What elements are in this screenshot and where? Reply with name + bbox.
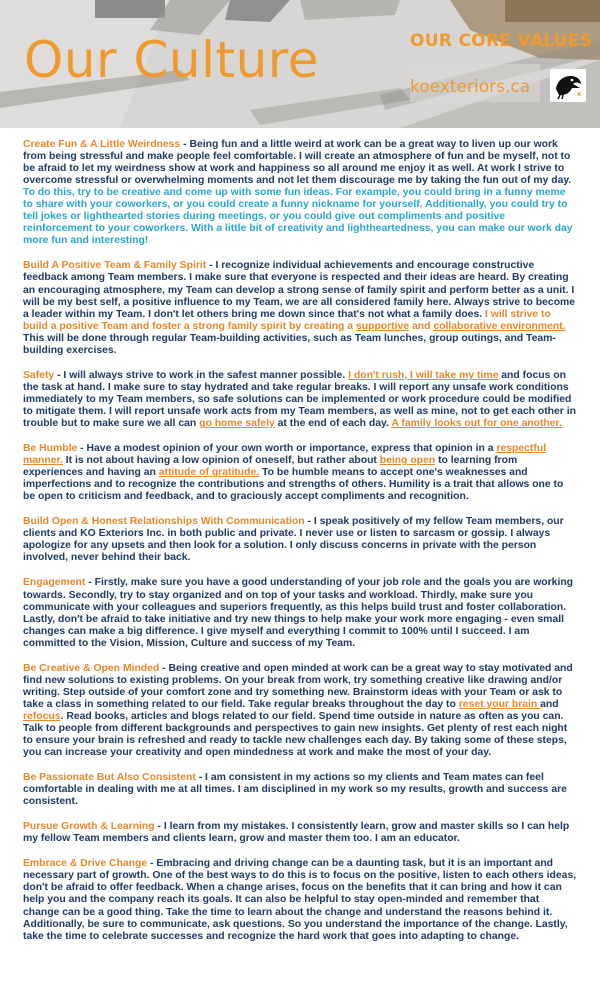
value-paragraph-safety: [23, 370, 577, 430]
value-heading: Safety: [23, 369, 55, 381]
value-highlight: and: [409, 320, 434, 332]
value-paragraph-team-spirit: [23, 260, 577, 356]
respectful-manner-link[interactable]: respectful manner.: [23, 443, 547, 467]
family-looks-out-link[interactable]: A family looks out for one another.: [391, 417, 562, 429]
value-text: - I learn from my mistakes. I consistently learn, grow and master skills so I can help my fellow Team members and clients learn, grow and master them too. I am an educator.: [23, 821, 570, 845]
reset-your-brain-link[interactable]: reset your brain: [458, 698, 541, 710]
page-title: Our Culture: [24, 31, 320, 89]
value-text: - Being fun and a little weird at work can be a great way to liven up our work from being stressful and make people feel comfortable. I will create an atmosphere of fun and be myself, not to be afraid to let my weirdness show at work and happiness so all around me enjoy it as well. At work I strive to overcome stressful or overwhelming moments and not let them discourage me by taking the fun out of my day.: [23, 139, 572, 187]
value-paragraph-humble: [23, 443, 577, 503]
value-text: To be humble means to accept one's weaknesses and imperfections and to recognize the contributions and strengths of others. Humility is a trait that allows one to be open to criticism and feedback, and to graciously accept compliments and recognition.: [23, 467, 564, 503]
value-text: - Embracing and driving change can be a daunting task, but it is an important and necessary part of growth. One of the best ways to do this is to focus on the positive, listen to each others ideas, don't be afraid to offer feedback. When a change arises, focus on the benefits that it can bring and how it can help you and the company reach its goals. It can also be helpful to stay open-minded and remember that change can be a good thing. Take the time to learn about the change and understand the reasons behind it. Additionally, be sure to communicate, ask questions. So you understand the importance of the change. Lastly, take the time to celebrate successes and recognize the hard work that goes into adapting to change.: [23, 858, 577, 942]
value-heading: Create Fun & A Little Weirdness: [23, 139, 181, 150]
value-paragraph-change: [23, 858, 577, 942]
value-paragraph-fun: [23, 139, 577, 247]
header-banner: [0, 0, 600, 128]
core-values-heading: OUR CORE VALUES: [410, 31, 593, 51]
value-heading: Pursue Growth & Learning: [23, 821, 155, 833]
value-heading: Be Humble: [23, 443, 78, 455]
crow-logo-icon: [550, 69, 586, 102]
value-heading: Build A Positive Team & Family Spirit: [23, 260, 207, 272]
logo: [550, 69, 586, 102]
collaborative-environment-link[interactable]: collaborative environment.: [433, 320, 566, 332]
value-heading: Be Creative & Open Minded: [23, 662, 160, 674]
value-heading: Build Open & Honest Relationships With Communication: [23, 516, 305, 528]
go-home-safely-link[interactable]: go home safely: [199, 417, 275, 429]
website-link[interactable]: koexteriors.ca: [410, 77, 531, 97]
value-text: - I speak positively of my fellow Team members, our clients and KO Exteriors Inc. in both public and private. I never use or listen to sarcasm or gossip. I always apologize for any upsets and then look for a solution. I only discuss concerns in private with the person involved, never behind their back.: [23, 516, 564, 564]
value-text: to learning from experiences and having an: [23, 455, 518, 479]
take-my-time-link[interactable]: I don't rush, I will take my time: [348, 369, 499, 381]
value-paragraph-passionate: [23, 772, 577, 808]
value-paragraph-engagement: [23, 577, 577, 649]
value-text: This will be done through regular Team-building activities, such as Team lunches, group outings, and Team-building exercises.: [23, 332, 556, 356]
value-text: - I will always strive to work in the safest manner possible.: [54, 369, 349, 381]
value-highlight: To do this, try to be creative and come up with some fun ideas. For example, you could bring in a funny meme to share with your coworkers, or you could create a funny nickname for yourself. Additionally, you could try to tell jokes or lighthearted stories during meetings, or you could give out compliments and positive reinforcement to your coworkers. With a little bit of creativity and lightheartedness, you can make our work day more fun and interesting!: [23, 187, 573, 247]
value-highlight: I will strive to build a positive Team and foster a strong family spirit by creating a: [23, 308, 551, 332]
supportive-link[interactable]: supportive: [355, 320, 410, 332]
values-content: [0, 128, 600, 943]
value-text: at the end of each day.: [274, 417, 392, 429]
value-paragraph-creative: [23, 663, 577, 759]
value-text: . Read books, articles and blogs related to our field. Spend time outside in nature as often as you can. Talk to people from different backgrounds and perspectives to gain new insights. Get plenty of rest each night to ensure your brain is refreshed and ready to tackle new challenges each day. By taking some of these steps, you can increase your creativity and open mindedness at work and make the most of your day.: [23, 710, 568, 759]
attitude-of-gratitude-link[interactable]: attitude of gratitude.: [158, 467, 260, 479]
value-text: and: [540, 698, 559, 710]
value-text: - Firstly, make sure you have a good understanding of your job role and the goals you are working towards. Secondly, try to stay organized and on top of your tasks and workload. Thirdly, make sure you communicate with your colleagues and superiors frequently, as this helps build trust and foster collaboration. Lastly, don't be afraid to take initiative and try new things to help make your work more engaging - even small changes can make a big difference. I give myself and everything I commit to 100% until I succeed. I am committed to the Vision, Mission, Culture and success of my Team.: [23, 577, 574, 649]
being-open-link[interactable]: being open: [379, 455, 436, 467]
value-heading: Embrace & Drive Change: [23, 858, 148, 870]
value-heading: Engagement: [23, 577, 86, 589]
value-text: and focus on the task at hand. I make sure to stay hydrated and take regular breaks. I will report any unsafe work conditions immediately to my Team members, so safe solutions can be implemented or work procedure could be modified to mitigate them. I will report unsafe work acts from my Team members, as well as mine, not to get each other in trouble but to make sure we all can: [23, 369, 576, 429]
refocus-link[interactable]: refocus: [23, 710, 61, 722]
value-text: - Being creative and open minded at work can be a great way to stay motivated and find new solutions to existing problems. On your break from work, try something creative like drawing and/or writing. Step outside of your comfort zone and try something new. Brainstorm ideas with your Team or ask to take a class in something related to our field. Take regular breaks throughout the day to: [23, 662, 573, 710]
value-paragraph-communication: [23, 516, 577, 564]
value-text: - Have a modest opinion of your own worth or importance, express that opinion in a: [77, 443, 497, 455]
value-text: - I am consistent in my actions so my clients and Team mates can feel comfortable in dealing with me at all times. I am disciplined in my work so my results, growth and success are consistent.: [23, 772, 567, 808]
value-heading: Be Passionate But Also Consistent: [23, 772, 196, 784]
value-paragraph-growth: [23, 821, 577, 845]
value-text: - I recognize individual achievements and encourage constructive feedback among Team members. I make sure that everyone is respected and their ideas are heard. By creating an encouraging atmosphere, my Team can develop a strong sense of family spirit and perform better as a unit. I will be my best self, a positive influence to my Team, we are all considered family here. Always strive to become a leader within my Team. I don't let others bring me down since that's not what a family does.: [23, 260, 576, 320]
value-text: It is not about having a low opinion of oneself, but rather about: [62, 455, 380, 467]
